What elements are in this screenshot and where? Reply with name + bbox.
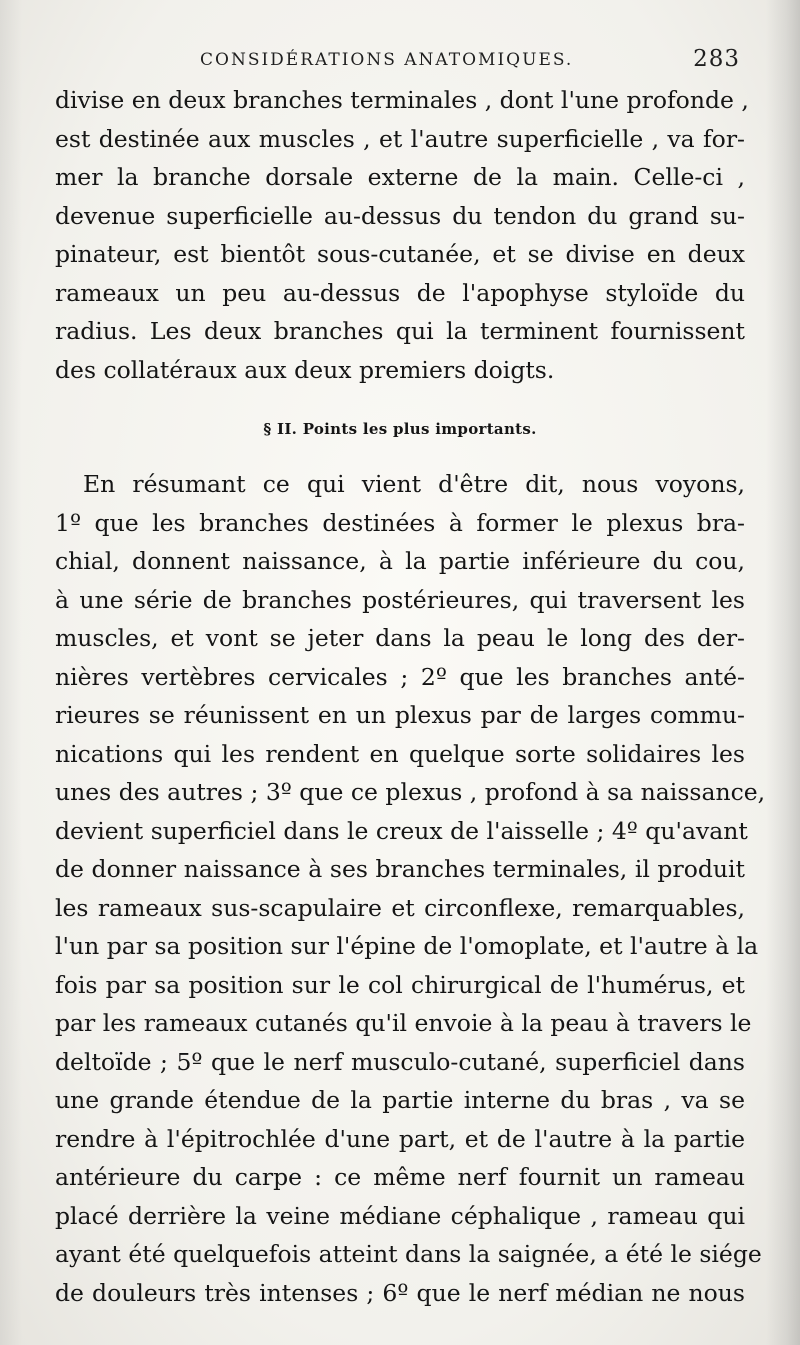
paragraph-2 [55, 465, 766, 1312]
running-title: CONSIDÉRATIONS ANATOMIQUES. [200, 50, 574, 70]
text-line: antérieure du carpe : ce même nerf fournit un rameau [55, 1163, 745, 1191]
page-number: 283 [693, 46, 740, 72]
text-line: rendre à l'épitrochlée d'une part, et de l'autre à la partie [55, 1124, 745, 1153]
text-line: unes des autres ; 3º que ce plexus , profond à sa naissance, [55, 778, 766, 806]
text-line: nières vertèbres cervicales ; 2º que les branches anté- [55, 662, 745, 691]
text-line: devient superficiel dans le creux de l'aisselle ; 4º qu'avant [55, 816, 748, 845]
text-line: chial, donnent naissance, à la partie inférieure du cou, [55, 547, 745, 575]
text-line: radius. Les deux branches qui la terminent fournissent [55, 317, 745, 345]
page-left-shadow [0, 0, 22, 1345]
text-line: rieures se réunissent en un plexus par de larges commu- [55, 701, 745, 729]
text-line: mer la branche dorsale externe de la main. Celle-ci , [55, 163, 745, 191]
paragraph-1 [55, 81, 749, 389]
text-line: devenue superficielle au-dessus du tendon du grand su- [55, 201, 745, 230]
text-line: rameaux un peu au-dessus de l'apophyse styloïde du [55, 278, 745, 307]
text-line: de donner naissance à ses branches terminales, il produit [55, 855, 745, 883]
section-heading: § II. Points les plus importants. [263, 420, 537, 438]
text-line: nications qui les rendent en quelque sorte solidaires les [55, 739, 745, 768]
text-line: deltoïde ; 5º que le nerf musculo-cutané, superficiel dans [55, 1047, 745, 1076]
text-line: pinateur, est bientôt sous-cutanée, et se divise en deux [55, 240, 745, 268]
text-line: fois par sa position sur le col chirurgical de l'humérus, et [55, 970, 745, 999]
text-line: 1º que les branches destinées à former le plexus bra- [55, 508, 745, 537]
text-line: des collatéraux aux deux premiers doigts. [55, 355, 555, 384]
text-line: à une série de branches postérieures, qui traversent les [55, 585, 745, 614]
text-line: les rameaux sus-scapulaire et circonflexe, remarquables, [55, 893, 745, 922]
text-line: muscles, et vont se jeter dans la peau le long des der- [55, 624, 745, 652]
text-line: de douleurs très intenses ; 6º que le nerf médian ne nous [55, 1278, 745, 1307]
text-line: l'un par sa position sur l'épine de l'omoplate, et l'autre à la [55, 932, 759, 960]
page-right-shadow [766, 0, 800, 1345]
text-line: est destinée aux muscles , et l'autre superficielle , va for- [55, 124, 745, 153]
text-line: une grande étendue de la partie interne du bras , va se [55, 1086, 745, 1114]
text-line: En résumant ce qui vient d'être dit, nous voyons, [83, 470, 745, 498]
page-header [200, 46, 740, 78]
text-line: placé derrière la veine médiane céphalique , rameau qui [55, 1201, 745, 1230]
text-line: ayant été quelquefois atteint dans la saignée, a été le siége [55, 1240, 762, 1268]
text-line: par les rameaux cutanés qu'il envoie à la peau à travers le [55, 1009, 752, 1037]
text-line: divise en deux branches terminales , dont l'une profonde , [55, 86, 749, 114]
